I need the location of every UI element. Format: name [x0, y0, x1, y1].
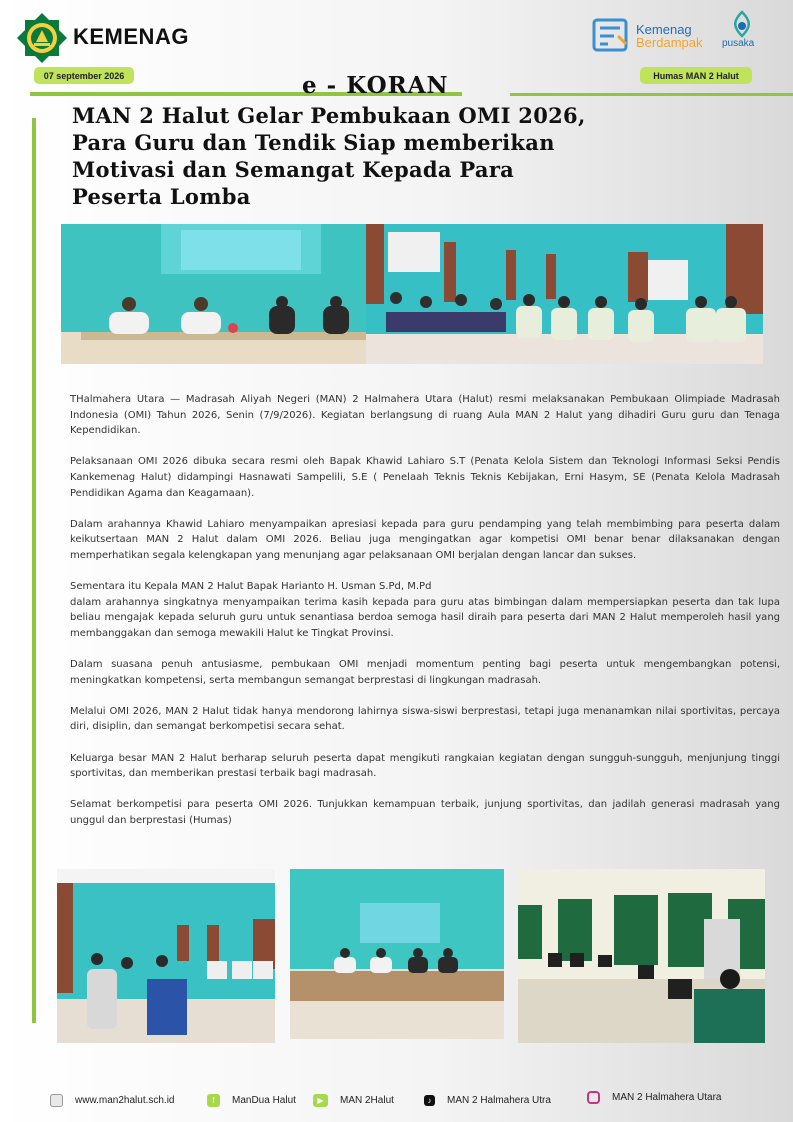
youtube-icon: ▶: [313, 1094, 328, 1107]
berdampak-line2: Berdampak: [636, 35, 703, 50]
globe-icon: [50, 1094, 63, 1107]
article-paragraph-2: Pelaksanaan OMI 2026 dibuka secara resmi oleh Bapak Khawid Lahiaro S.T (Penata Kelola Sistem dan Teknologi Informasi Seksi Pendis Kankemenag Halut) didampingi Hasnawati Sampelili, S.E ( Penelaah Teknis Teknis Kebijakan, Erni Hasym, SE (Penata Kelola Madrasah Pendidikan Agama dan Keagamaan).: [70, 456, 780, 499]
footer-contacts: [50, 1088, 790, 1112]
footer-youtube[interactable]: [313, 1088, 394, 1112]
footer-facebook[interactable]: [207, 1088, 296, 1112]
brand-name: KEMENAG: [73, 24, 189, 49]
footer-instagram[interactable]: [587, 1085, 721, 1109]
website-label: www.man2halut.sch.id: [75, 1094, 175, 1106]
pusaka-label: pusaka: [722, 38, 755, 49]
footer-website[interactable]: [50, 1088, 175, 1112]
facebook-icon: f: [207, 1094, 220, 1107]
divider-line-right: [510, 93, 793, 96]
article-paragraph-8: Keluarga besar MAN 2 Halut berharap seluruh peserta dapat mengikuti rangkaian kegiatan dengan sungguh-sungguh, menjunjung tinggi sportivitas, dan memberikan prestasi terbaik bagi madrasah.: [70, 752, 780, 780]
source-badge: Humas MAN 2 Halut: [640, 67, 752, 84]
facebook-label: ManDua Halut: [232, 1094, 296, 1106]
berdampak-wordmark: [636, 23, 702, 49]
article-paragraph-1: THalmahera Utara — Madrasah Aliyah Negeri (MAN) 2 Halmahera Utara (Halut) resmi melaksanakan Pembukaan Olimpiade Madrasah Indonesia (OMI) Tahun 2026, Senin (7/9/2026). Kegiatan berlangsung di ruang Aula MAN 2 Halut yang dihadiri Guru guru dan Tenaga Kependidikan.: [70, 394, 780, 437]
photo-hall-wide: [57, 869, 275, 1043]
tiktok-label: MAN 2 Halmahera Utra: [447, 1094, 551, 1106]
article-body: [70, 392, 780, 844]
photo-audience-hall: [366, 224, 763, 364]
tiktok-icon: ♪: [424, 1095, 435, 1106]
date-badge: 07 september 2026: [34, 67, 134, 84]
vertical-accent-line: [32, 118, 36, 1023]
berdampak-logo: [592, 16, 630, 54]
photo-officials-table: [61, 224, 366, 364]
article-headline: MAN 2 Halut Gelar Pembukaan OMI 2026, Para Guru dan Tendik Siap memberikan Motivasi dan Semangat Kepada Para Peserta Lomba: [72, 103, 586, 209]
article-paragraph-4: Sementara itu Kepala MAN 2 Halut Bapak Harianto H. Usman S.Pd, M.Pd: [70, 581, 432, 593]
article-paragraph-5: dalam arahannya singkatnya menyampaikan terima kasih kepada para guru atas bimbingan dalam mempersiapkan peserta dan tak lupa beliau mengajak kepada seluruh guru untuk senantiasa berdoa semoga hasil diraih para peserta dari MAN 2 Halut memperoleh hasil yang membanggakan dan semoga mewakili Halut ke Tingkat Provinsi.: [70, 596, 780, 639]
article-paragraph-3: Dalam arahannya Khawid Lahiaro menyampaikan apresiasi kepada para guru pendamping yang telah membimbing para peserta dalam keikutsertaan MAN 2 Halut dalam OMI 2026. Beliau juga mengingatkan agar kompetisi OMI benar benar dilaksanakan dengan memperhatikan segala kelengkapan yang menunjang agar pelaksanaan OMI berjalan dengan lancar dan sukses.: [70, 518, 780, 561]
instagram-label: MAN 2 Halmahera Utara: [612, 1091, 722, 1103]
youtube-label: MAN 2Halut: [340, 1094, 394, 1106]
footer-tiktok[interactable]: [424, 1088, 551, 1112]
article-paragraph-7: Melalui OMI 2026, MAN 2 Halut tidak hanya mendorong lahirnya siswa-siswi berprestasi, tetapi juga menanamkan nilai sportivitas, percaya diri, disiplin, dan semangat berkompetisi secara sehat.: [70, 705, 780, 733]
article-paragraph-6: Dalam suasana penuh antusiasme, pembukaan OMI menjadi momentum penting bagi peserta untuk mengembangkan potensi, meningkatkan kompetensi, serta membangun semangat berprestasi di lingkungan madrasah.: [70, 659, 780, 686]
instagram-icon: [587, 1091, 600, 1104]
section-title: e - KORAN: [302, 72, 449, 99]
photo-officials-stage: [290, 869, 504, 1039]
article-paragraph-9: Selamat berkompetisi para peserta OMI 2026. Tunjukkan kemampuan terbaik, junjung sportivitas, dan jadilah generasi madrasah yang unggul dan berprestasi (Humas): [70, 799, 780, 827]
photo-computer-lab: [518, 869, 765, 1043]
berdampak-line1: Kemenag: [636, 22, 692, 37]
kemenag-logo: [16, 12, 68, 64]
